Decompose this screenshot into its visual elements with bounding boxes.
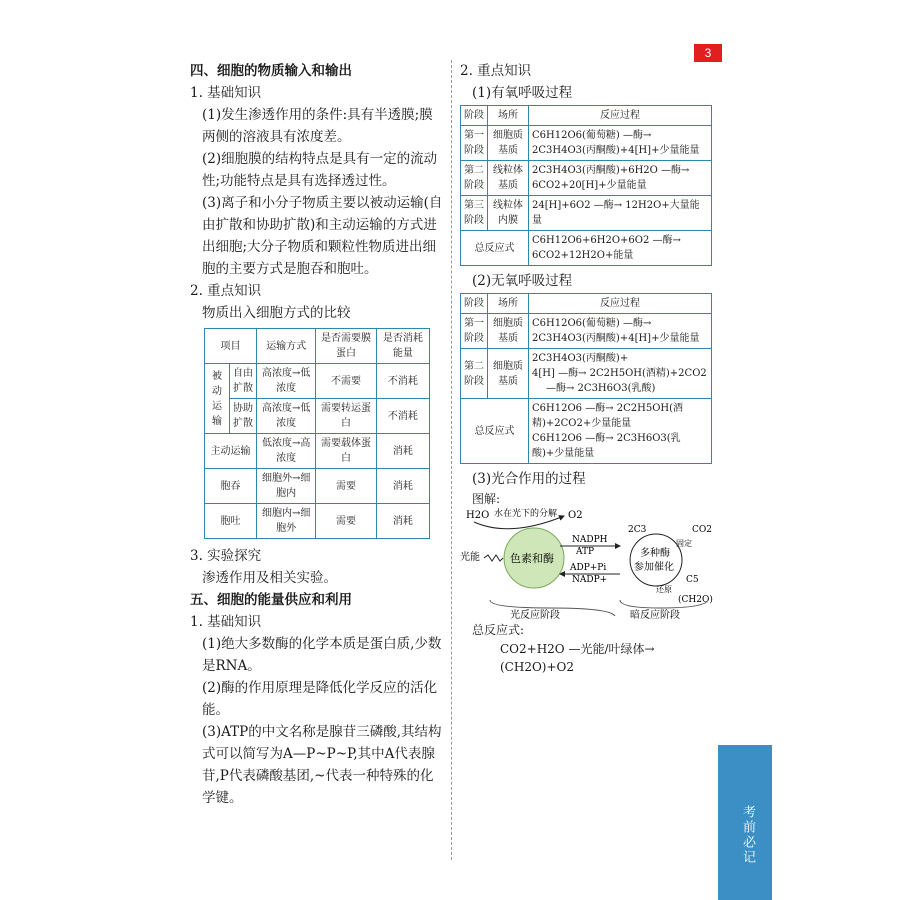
subheading: (2)无氧呼吸过程	[472, 273, 573, 289]
table-cell: 胞吞	[205, 469, 257, 504]
diagram-label: (CH2O)	[678, 595, 713, 605]
diagram-label: 光反应阶段	[510, 610, 560, 620]
diagram-label: 暗反应阶段	[630, 610, 680, 620]
diagram-label: C5	[686, 575, 699, 585]
reaction-cell: 2C3H4O3(丙酮酸)+6H2O —酶→ 6CO2+20[H]+少量能量	[529, 161, 712, 196]
table-cell: 需要转运蛋白	[316, 399, 376, 434]
table-header: 项目	[205, 329, 257, 364]
table-header: 场所	[488, 106, 529, 126]
diagram-label: CO2	[692, 525, 712, 535]
reaction-line: C6H12O6 —酶→ 2C3H6O3(乳酸)+少量能量	[532, 433, 681, 459]
table-cell: 第一阶段	[461, 314, 488, 349]
column-divider	[451, 60, 452, 860]
aerobic-table	[460, 105, 712, 266]
table-cell: 不需要	[316, 364, 376, 399]
subheading: 2. 重点知识	[460, 63, 532, 79]
table-cell: 需要	[316, 469, 376, 504]
diagram-label: 参加催化	[634, 562, 674, 573]
table-caption: 物质出入细胞方式的比较	[202, 305, 351, 321]
table-header: 是否消耗能量	[376, 329, 429, 364]
section-title: 五、细胞的能量供应和利用	[190, 592, 352, 608]
diagram-label: NADP+	[572, 575, 608, 585]
table-cell: 细胞质基质	[488, 349, 529, 399]
subheading: (3)光合作用的过程	[472, 471, 586, 487]
table-cell: 第二阶段	[461, 161, 488, 196]
paragraph: (3)离子和小分子物质主要以被动运输(自由扩散和协助扩散)和主动运输的方式进出细胞;大分子物质和颗粒性物质进出细胞的主要方式是胞吞和胞吐。	[202, 195, 443, 277]
side-tab-label: 考前必记	[740, 805, 755, 865]
reaction-cell: 24[H]+6O2 —酶→ 12H2O+大量能量	[529, 196, 712, 231]
reaction-line: 4[H] —酶→ 2C2H5OH(酒精)+2CO2	[532, 368, 707, 379]
table-cell: 线粒体内膜	[488, 196, 529, 231]
table-cell: 自由扩散	[230, 364, 257, 399]
diagram-label: 图解:	[472, 492, 501, 506]
table-header: 场所	[488, 294, 529, 314]
subheading: (1)有氧呼吸过程	[472, 85, 573, 101]
table-cell: 细胞外→细胞内	[257, 469, 316, 504]
left-column	[190, 60, 445, 809]
anaerobic-table	[460, 293, 712, 464]
reaction-cell	[529, 399, 712, 464]
right-column	[460, 60, 715, 676]
table-cell: 高浓度→低浓度	[257, 399, 316, 434]
table-cell: 第一阶段	[461, 126, 488, 161]
table-cell: 胞吐	[205, 504, 257, 539]
diagram-label: 水在光下的分解	[494, 509, 558, 519]
table-cell: 线粒体基质	[488, 161, 529, 196]
table-cell: 高浓度→低浓度	[257, 364, 316, 399]
total-label: 总反应式:	[472, 623, 525, 637]
table-header: 阶段	[461, 106, 488, 126]
table-cell: 主动运输	[205, 434, 257, 469]
table-cell: 不消耗	[376, 399, 429, 434]
reaction-cell: C6H12O6(葡萄糖) —酶→ 2C3H4O3(丙酮酸)+4[H]+少量能量	[529, 126, 712, 161]
table-header: 是否需要膜蛋白	[316, 329, 376, 364]
paragraph: 渗透作用及相关实验。	[202, 570, 337, 586]
diagram-label: NADPH	[572, 535, 608, 545]
diagram-label: 色素和酶	[510, 552, 554, 565]
diagram-label: 还原	[656, 585, 672, 594]
page-number: 3	[694, 44, 722, 62]
table-cell: 第三阶段	[461, 196, 488, 231]
table-header: 阶段	[461, 294, 488, 314]
table-cell: 消耗	[376, 504, 429, 539]
table-cell: 细胞内→细胞外	[257, 504, 316, 539]
table-cell: 细胞质基质	[488, 126, 529, 161]
subheading: 3. 实验探究	[190, 548, 262, 564]
table-cell: 需要载体蛋白	[316, 434, 376, 469]
paragraph: (3)ATP的中文名称是腺苷三磷酸,其结构式可以简写为A—P~P~P,其中A代表腺苷,P代表磷酸基团,~代表一种特殊的化学键。	[202, 724, 442, 806]
table-cell: 总反应式	[461, 231, 529, 266]
transport-table	[204, 328, 430, 539]
reaction-cell	[529, 349, 712, 399]
calvin-cycle	[630, 534, 682, 586]
reaction-cell: C6H12O6+6H2O+6O2 —酶→ 6CO2+12H2O+能量	[529, 231, 712, 266]
photosynthesis-diagram	[460, 508, 715, 620]
table-cell: 低浓度→高浓度	[257, 434, 316, 469]
table-cell: 细胞质基质	[488, 314, 529, 349]
diagram-label: 2C3	[628, 525, 647, 535]
reaction-line: C6H12O6 —酶→ 2C2H5OH(酒精)+2CO2+少量能量	[532, 403, 684, 429]
section-title: 四、细胞的物质输入和输出	[190, 63, 352, 79]
table-cell: 不消耗	[376, 364, 429, 399]
table-cell: 协助扩散	[230, 399, 257, 434]
paragraph: (1)绝大多数酶的化学本质是蛋白质,少数是RNA。	[202, 636, 442, 674]
table-cell: 第二阶段	[461, 349, 488, 399]
light-arrow	[484, 555, 503, 561]
reaction-cell: C6H12O6(葡萄糖) —酶→ 2C3H4O3(丙酮酸)+4[H]+少量能量	[529, 314, 712, 349]
table-cell: 消耗	[376, 434, 429, 469]
subheading: 1. 基础知识	[190, 85, 262, 101]
diagram-label: 固定	[676, 539, 692, 548]
side-tab	[718, 745, 772, 900]
table-cell: 被动运输	[205, 364, 230, 434]
table-cell: 消耗	[376, 469, 429, 504]
diagram-label: 光能	[460, 552, 480, 563]
diagram-label: O2	[568, 510, 583, 521]
diagram-label: ADP+Pi	[570, 563, 607, 573]
table-cell: 总反应式	[461, 399, 529, 464]
diagram-label: H2O	[466, 510, 490, 521]
reaction-line: —酶→ 2C3H6O3(乳酸)	[546, 383, 656, 394]
paragraph: (2)细胞膜的结构特点是具有一定的流动性;功能特点是具有选择透过性。	[202, 151, 438, 189]
subheading: 2. 重点知识	[190, 283, 262, 299]
reaction-line: 2C3H4O3(丙酮酸)+	[532, 353, 629, 364]
table-header: 反应过程	[529, 294, 712, 314]
paragraph: (1)发生渗透作用的条件:具有半透膜;膜两侧的溶液具有浓度差。	[202, 107, 433, 145]
table-cell: 需要	[316, 504, 376, 539]
diagram-label: 多种酶	[640, 548, 670, 559]
table-header: 运输方式	[257, 329, 316, 364]
subheading: 1. 基础知识	[190, 614, 262, 630]
paragraph: (2)酶的作用原理是降低化学反应的活化能。	[202, 680, 438, 718]
table-header: 反应过程	[529, 106, 712, 126]
diagram-label: ATP	[576, 547, 595, 557]
photosynthesis-equation: CO2+H2O —光能/叶绿体→ (CH2O)+O2	[500, 642, 655, 674]
